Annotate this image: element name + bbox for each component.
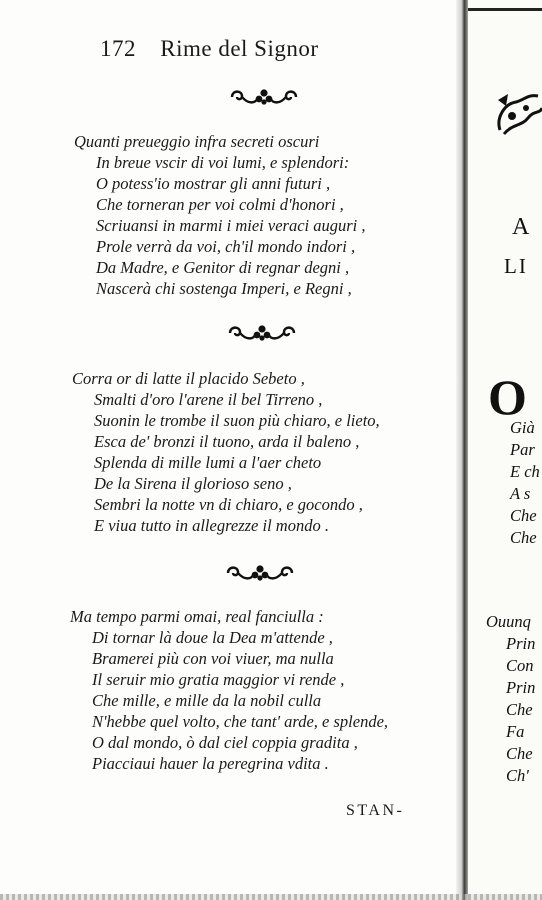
verse-line: Il seruir mio gratia maggior vi rende , [92, 670, 345, 689]
right-page [468, 0, 542, 900]
drop-cap: O [488, 369, 527, 425]
verse-line: O potess'io mostrar gli anni futuri , [96, 174, 331, 193]
fleuron-icon [226, 323, 298, 343]
running-title: Rime del Signor [160, 36, 319, 61]
ornament-divider [228, 86, 300, 108]
verse-fragment: Con [506, 656, 534, 675]
verse-line: Sembri la notte vn di chiaro, e gocondo , [94, 495, 363, 514]
verse-line: Che mille, e mille da la nobil culla [92, 691, 322, 710]
ornamental-border [468, 8, 542, 11]
verse-line: Di tornar là doue la Dea m'attende , [92, 628, 333, 647]
verse-line: Esca de' bronzi il tuono, arda il baleno , [94, 432, 360, 451]
verse-line: Da Madre, e Genitor di regnar degni , [96, 258, 350, 277]
verse-line: Nascerà chi sostenga Imperi, e Regni , [96, 279, 352, 298]
ornament-divider [224, 562, 296, 584]
verse-fragment: Prin [506, 634, 536, 653]
verse-line: Ma tempo parmi omai, real fanciulla : [70, 607, 324, 626]
verse-line: Corra or di latte il placido Sebeto , [72, 369, 305, 388]
verse-fragment: A s [510, 484, 531, 503]
verse-line: Bramerei più con voi viuer, ma nulla [92, 649, 334, 668]
page-bottom-edge [0, 894, 542, 900]
verse-fragment: Che [510, 528, 537, 547]
heading-fragment: A [512, 214, 530, 240]
stanza-2 [72, 368, 380, 536]
verse-line: Che torneran per voi colmi d'honori , [96, 195, 344, 214]
verse-fragment: Che [506, 744, 533, 763]
fleuron-icon [224, 563, 296, 583]
verse-line: Splenda di mille lumi a l'aer cheto [94, 453, 322, 472]
page-number: 172 [100, 36, 136, 61]
catchword: STAN- [346, 802, 405, 819]
verse-fragment: Ouunq [486, 612, 531, 631]
verse-line: Quanti preueggio infra secreti oscuri [74, 132, 320, 151]
verse-line: De la Sirena il glorioso seno , [94, 474, 292, 493]
verse-fragment: Già [510, 418, 535, 437]
ornament-divider [226, 322, 298, 344]
verse-fragment: Fa [506, 722, 525, 741]
verse-fragment: Che [510, 506, 537, 525]
fleuron-icon [228, 87, 300, 107]
verse-fragment: Prin [506, 678, 536, 697]
verse-fragment: Ch' [506, 766, 529, 785]
stanza-3 [70, 606, 388, 774]
verse-line: Smalti d'oro l'arene il bel Tirreno , [94, 390, 323, 409]
running-header [100, 36, 319, 62]
verse-line: Piacciaui hauer la peregrina vdita . [92, 754, 329, 773]
verse-line: Scriuansi in marmi i miei veraci auguri , [96, 216, 366, 235]
decorative-initial-icon [494, 90, 542, 138]
verse-fragment: Par [510, 440, 535, 459]
verse-line: In breue vscir di voi lumi, e splendori: [96, 153, 350, 172]
verse-fragment: Che [506, 700, 533, 719]
verse-fragment: E ch [510, 462, 540, 481]
stanza-1 [74, 131, 365, 299]
heading-fragment: LI [504, 254, 528, 278]
verse-line: E viua tutto in allegrezze il mondo . [94, 516, 329, 535]
verse-line: Suonin le trombe il suon più chiaro, e lieto, [94, 411, 380, 430]
verse-line: O dal mondo, ò dal ciel coppia gradita , [92, 733, 358, 752]
verse-line: N'hebbe quel volto, che tant' arde, e splende, [92, 712, 389, 731]
verse-line: Prole verrà da voi, ch'il mondo indori , [96, 237, 356, 256]
